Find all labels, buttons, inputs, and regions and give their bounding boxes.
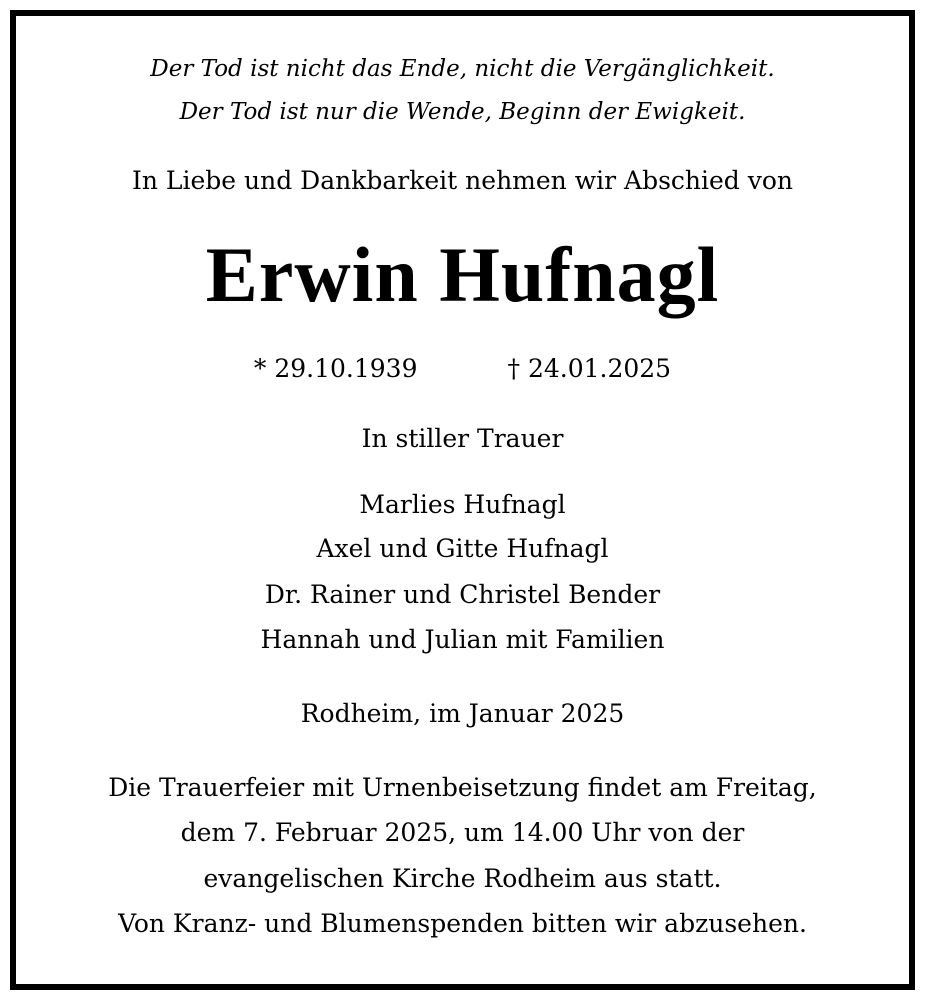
ceremony-line: evangelischen Kirche Rodheim aus statt.	[203, 864, 722, 893]
mourner-name: Marlies Hufnagl	[359, 490, 566, 519]
intro-text: In Liebe und Dankbarkeit nehmen wir Abschied von	[131, 166, 794, 195]
mourner-name: Dr. Rainer und Christel Bender	[264, 580, 661, 609]
mourning-intro: In stiller Trauer	[361, 424, 564, 453]
mourner-name: Hannah und Julian mit Familien	[260, 625, 665, 654]
mourner-name: Axel und Gitte Hufnagl	[316, 534, 609, 563]
ceremony-line: dem 7. Februar 2025, um 14.00 Uhr von der	[180, 818, 745, 847]
place-date: Rodheim, im Januar 2025	[300, 699, 625, 728]
ceremony-line: Von Kranz- und Blumenspenden bitten wir abzusehen.	[118, 909, 807, 938]
motto-line-1: Der Tod ist nicht das Ende, nicht die Vergänglichkeit.	[150, 56, 775, 82]
life-dates	[0, 356, 925, 381]
motto-line-2: Der Tod ist nur die Wende, Beginn der Ewigkeit.	[179, 99, 746, 125]
ceremony-line: Die Trauerfeier mit Urnenbeisetzung findet am Freitag,	[108, 773, 817, 802]
death-date: † 24.01.2025	[507, 354, 672, 383]
birth-date: * 29.10.1939	[253, 354, 418, 383]
deceased-name: Erwin Hufnagl	[205, 231, 720, 318]
